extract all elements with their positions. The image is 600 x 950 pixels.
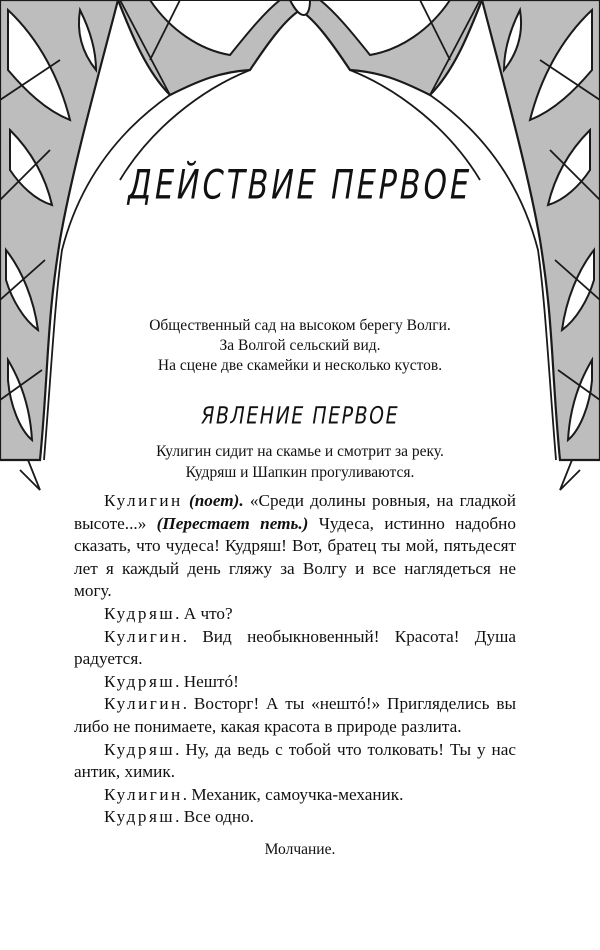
speaker-name: Кулигин	[104, 784, 183, 804]
speaker-name: Кудряш	[104, 807, 176, 827]
stage-direction-pause: Молчание.	[264, 841, 336, 858]
speech-text: Чудеса, истинно надобно сказать, что чудеса! Кудряш! Вот, братец ты мой, пятьдесят лет я каждый день гляжу за Волгу и все наглядеться не могу.	[74, 513, 516, 601]
speech-text: . А что?	[175, 603, 233, 623]
speech-text: . Восторг! А ты «нештó!» Пригляделись вы либо не понимаете, какая красота в природе разлита.	[74, 694, 516, 736]
scene-note-line: Кулигин сидит на скамье и смотрит за реку.	[156, 443, 444, 460]
stage-direction-setting	[0, 316, 600, 376]
dialogue-line	[74, 806, 516, 829]
scene-title: ЯВЛЕНИЕ ПЕРВОЕ	[198, 402, 402, 430]
dialogue-line	[74, 626, 516, 671]
speaker-name: Кудряш	[104, 603, 176, 623]
act-title: ДЕЙСТВИЕ ПЕРВОЕ	[124, 161, 476, 210]
dialogue-line	[74, 603, 516, 626]
dialogue-line	[74, 693, 516, 738]
dialogue-block	[74, 490, 516, 829]
speech-text: . Все одно.	[175, 807, 254, 827]
stage-remark: (Перестает петь.)	[156, 513, 309, 533]
speaker-name: Кулигин	[104, 694, 183, 714]
dialogue-line	[74, 739, 516, 784]
speech-text: . Механик, самоучка-механик.	[182, 784, 404, 804]
scene-note-line: Кудряш и Шапкин прогуливаются.	[185, 464, 415, 481]
dialogue-line	[74, 784, 516, 807]
setting-line: Общественный сад на высоком берегу Волги.	[149, 317, 451, 334]
speech-text: . Нештó!	[175, 671, 239, 691]
speech-text: «Среди долины ровныя, на гладкой высоте...»	[74, 491, 516, 533]
dialogue-line	[74, 671, 516, 694]
speaker-name: Кулигин	[104, 626, 183, 646]
dialogue-line	[74, 490, 516, 603]
speaker-name: Кудряш	[104, 739, 176, 759]
stage-remark: (поет).	[188, 491, 244, 510]
speech-text: . Ну, да ведь с тобой что толковать! Ты у нас антик, химик.	[74, 739, 516, 782]
speaker-name: Кулигин	[104, 491, 183, 510]
scene-stage-direction	[0, 441, 600, 483]
speaker-name: Кудряш	[104, 671, 176, 691]
setting-line: За Волгой сельский вид.	[219, 337, 381, 354]
setting-line: На сцене две скамейки и несколько кустов.	[157, 357, 443, 374]
speech-text: . Вид необыкновенный! Красота! Душа радуется.	[74, 626, 516, 669]
